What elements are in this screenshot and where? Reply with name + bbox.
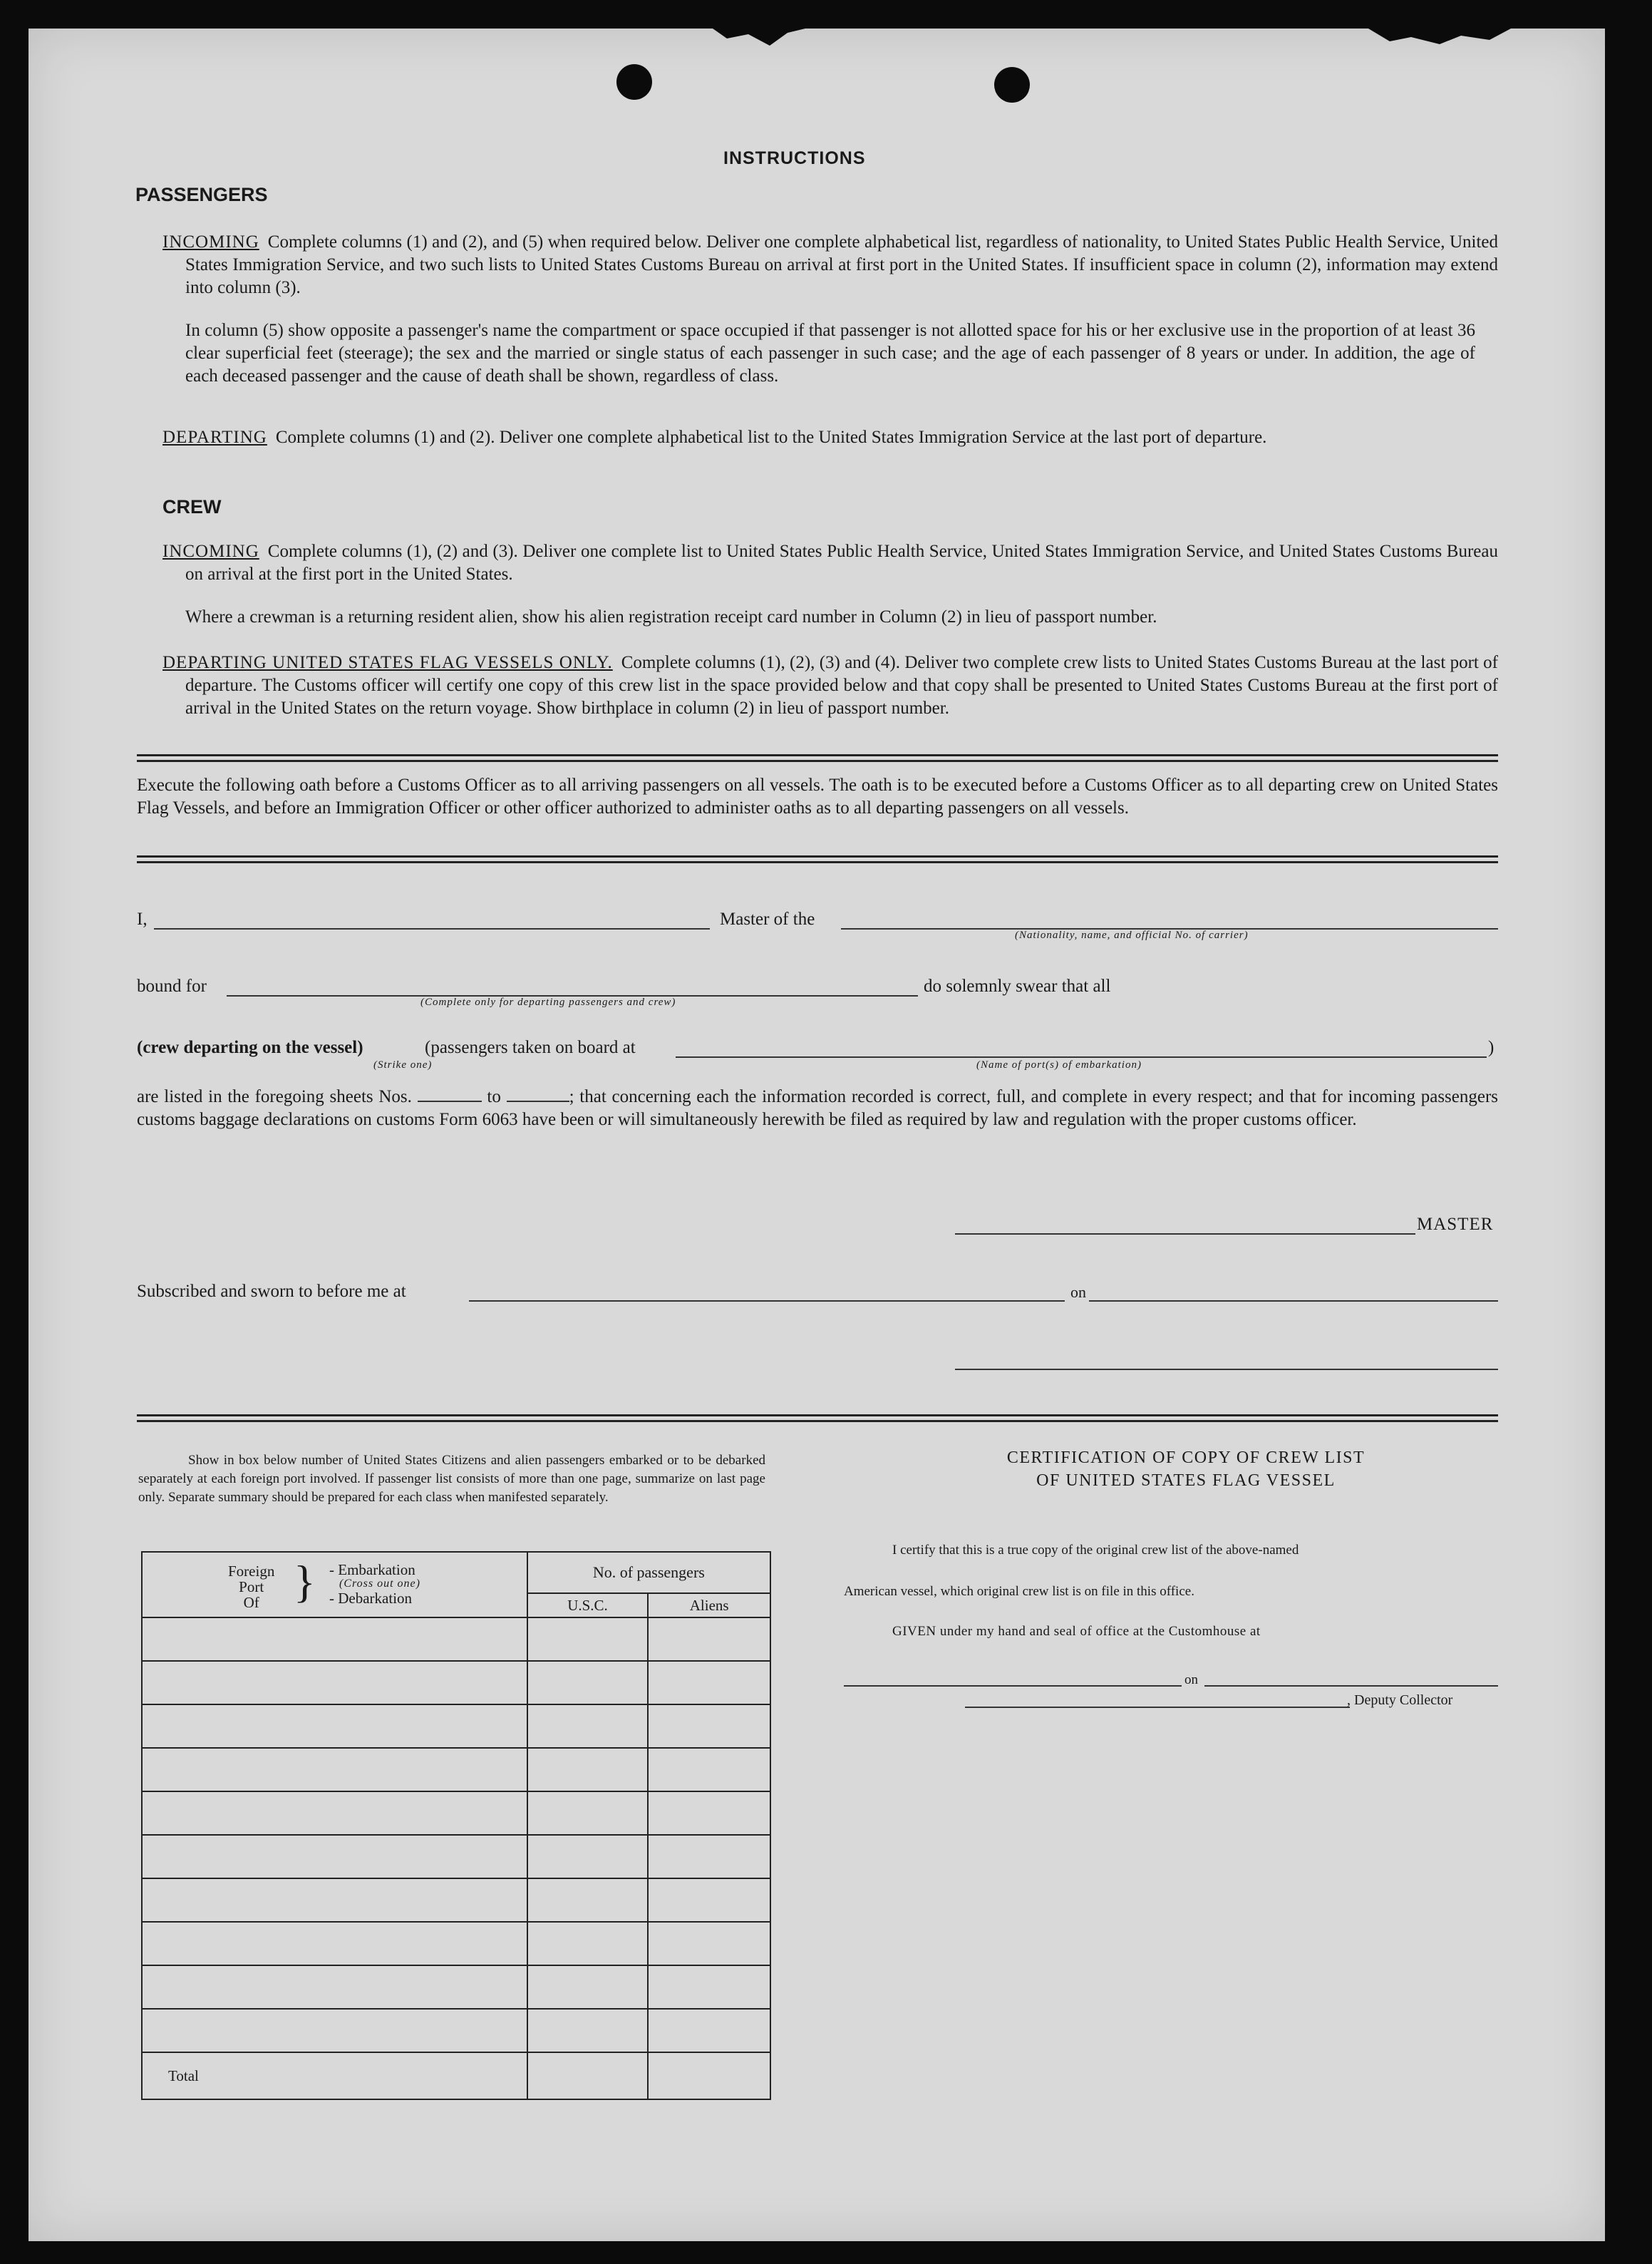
table-row [142, 1878, 770, 1922]
usc-cell[interactable] [527, 1922, 649, 1965]
usc-cell[interactable] [527, 1835, 649, 1878]
page-title: INSTRUCTIONS [723, 148, 866, 168]
foreign-label: Foreign [228, 1563, 275, 1580]
officer-signature-line[interactable] [955, 1369, 1498, 1370]
table-row [142, 2009, 770, 2052]
passengers-taken-option[interactable]: (passengers taken on board at [425, 1038, 636, 1057]
aliens-cell[interactable] [648, 1965, 770, 2009]
crew-heading: CREW [162, 496, 222, 518]
table-row [142, 1791, 770, 1835]
strike-one-caption: (Strike one) [373, 1059, 433, 1071]
carrier-caption: (Nationality, name, and official No. of carrier) [1015, 930, 1249, 941]
total-label: Total [142, 2052, 527, 2099]
divider-top-1 [137, 754, 1498, 756]
passengers-incoming-text: Complete columns (1) and (2), and (5) when required below. Deliver one complete alphabetical list, regardless of nationality, to United States Public Health Service, United States Immigration Service, and two such lists to United States Customs Bureau on arrival at first port in the United States. If insufficient space in column (2), information may extend into column (3). [185, 232, 1498, 297]
aliens-header: Aliens [648, 1593, 770, 1617]
master-of-the-label: Master of the [720, 910, 815, 929]
port-cell[interactable] [142, 1661, 527, 1704]
subscribed-place-line[interactable] [469, 1300, 1065, 1302]
deputy-collector-line[interactable] [965, 1707, 1350, 1708]
certification-text-2: American vessel, which original crew list is on file in this office. [844, 1584, 1194, 1599]
port-header-cell [142, 1552, 527, 1617]
column5-paragraph: In column (5) show opposite a passenger's name the compartment or space occupied if that passenger is not allotted space for his or her exclusive use in the proportion of at least 36 clear superficial feet (steerage); the sex and the married or single status of each passenger in such case; and the age of each passenger of 8 years or under. In addition, the age of each deceased passenger and the cause of death shall be shown, regardless of class. [185, 321, 1475, 386]
port-cell[interactable] [142, 1922, 527, 1965]
table-row [142, 1617, 770, 1661]
certification-title-1: CERTIFICATION OF COPY OF CREW LIST [1006, 1449, 1366, 1467]
sheet-from-field[interactable] [418, 1082, 482, 1102]
aliens-cell[interactable] [648, 1704, 770, 1748]
close-paren: ) [1488, 1038, 1494, 1057]
total-aliens-cell[interactable] [648, 2052, 770, 2099]
passengers-incoming-label: INCOMING [162, 232, 259, 252]
crew-departing-text: Complete columns (1), (2), (3) and (4). Deliver two complete crew lists to United States Customs Bureau at the last port of departure. The Customs officer will certify one copy of this crew list in the space provided below and that copy shall be presented to United States Customs Bureau at the first port of arrival in the United States on the return voyage. Show birthplace in column (2) in lieu of passport number. [185, 653, 1498, 718]
port-cell[interactable] [142, 2009, 527, 2052]
resident-alien-paragraph: Where a crewman is a returning resident alien, show his alien registration receipt card number in Column (2) in lieu of passport number. [185, 607, 1157, 627]
master-signature-label: MASTER [1417, 1215, 1494, 1234]
master-signature-line[interactable] [955, 1233, 1415, 1235]
passengers-incoming-paragraph [162, 231, 1498, 299]
brace-icon: } [294, 1556, 316, 1607]
embarkation-option[interactable]: - Embarkation [329, 1561, 415, 1578]
sheet-to-field[interactable] [507, 1082, 569, 1102]
certification-on-label: on [1184, 1672, 1198, 1687]
passengers-heading: PASSENGERS [135, 184, 268, 205]
usc-cell[interactable] [527, 1661, 649, 1704]
oath-intro: Execute the following oath before a Customs Officer as to all arriving passengers on all vessels. The oath is to be executed before a Customs Officer as to all departing crew on United States Flag Vessels, and before an Immigration Officer or other officer authorized to administer oaths as to all departing passengers on all vessels. [137, 776, 1498, 818]
usc-cell[interactable] [527, 1791, 649, 1835]
port-cell[interactable] [142, 1617, 527, 1661]
port-cell[interactable] [142, 1748, 527, 1791]
passengers-departing-text: Complete columns (1) and (2). Deliver one complete alphabetical list to the United States Immigration Service at the last port of departure. [275, 428, 1267, 447]
certification-date-line[interactable] [1204, 1685, 1498, 1687]
punch-hole-left [616, 64, 652, 100]
aliens-cell[interactable] [648, 1791, 770, 1835]
divider-top-2 [137, 760, 1498, 762]
subscribed-label: Subscribed and sworn to before me at [137, 1282, 406, 1301]
port-cell[interactable] [142, 1791, 527, 1835]
passengers-departing-paragraph [162, 426, 1498, 449]
port-cell[interactable] [142, 1704, 527, 1748]
to-label: to [487, 1087, 501, 1106]
subscribed-date-line[interactable] [1089, 1300, 1498, 1302]
bound-for-label: bound for [137, 977, 207, 996]
table-row [142, 1704, 770, 1748]
usc-cell[interactable] [527, 1748, 649, 1791]
divider-bottom-1 [137, 1414, 1498, 1416]
subscribed-on-label: on [1070, 1283, 1086, 1301]
table-row [142, 1661, 770, 1704]
certification-given: GIVEN under my hand and seal of office at the Customhouse at [892, 1624, 1261, 1639]
table-row [142, 1748, 770, 1791]
oath-i-label: I, [137, 910, 148, 929]
divider-mid-2 [137, 861, 1498, 863]
bound-for-caption: (Complete only for departing passengers and crew) [420, 997, 676, 1008]
usc-header: U.S.C. [527, 1593, 649, 1617]
crew-incoming-text: Complete columns (1), (2) and (3). Deliver one complete list to United States Public Health Service, United States Immigration Service, and United States Customs Bureau on arrival at the first port in the United States. [185, 542, 1498, 584]
listed-sheets-text-a: are listed in the foregoing sheets Nos. [137, 1087, 412, 1106]
solemnly-swear-text: do solemnly swear that all [924, 977, 1111, 996]
usc-cell[interactable] [527, 1965, 649, 2009]
certification-text-1: I certify that this is a true copy of the original crew list of the above-named [892, 1543, 1299, 1558]
total-usc-cell[interactable] [527, 2052, 649, 2099]
master-name-line[interactable] [154, 928, 710, 930]
usc-cell[interactable] [527, 1617, 649, 1661]
crew-departing-option[interactable]: (crew departing on the vessel) [137, 1038, 363, 1057]
port-cell[interactable] [142, 1835, 527, 1878]
customhouse-line[interactable] [844, 1685, 1182, 1687]
of-label: Of [243, 1594, 259, 1611]
total-row [142, 2052, 770, 2099]
divider-bottom-2 [137, 1420, 1498, 1422]
port-cell[interactable] [142, 1878, 527, 1922]
aliens-cell[interactable] [648, 1835, 770, 1878]
divider-mid-1 [137, 855, 1498, 858]
crew-incoming-paragraph [162, 540, 1498, 586]
crew-departing-label: DEPARTING UNITED STATES FLAG VESSELS ONLY. [162, 653, 613, 672]
deputy-collector-label: , Deputy Collector [1347, 1692, 1453, 1708]
aliens-cell[interactable] [648, 1661, 770, 1704]
aliens-cell[interactable] [648, 1922, 770, 1965]
port-cell[interactable] [142, 1965, 527, 2009]
embarkation-port-line[interactable] [676, 1056, 1487, 1058]
table-row [142, 1835, 770, 1878]
passenger-summary-table [141, 1551, 771, 2100]
aliens-cell[interactable] [648, 1617, 770, 1661]
aliens-cell[interactable] [648, 2009, 770, 2052]
usc-cell[interactable] [527, 1704, 649, 1748]
passengers-departing-label: DEPARTING [162, 428, 267, 447]
usc-cell[interactable] [527, 1878, 649, 1922]
torn-edge [670, 29, 1511, 78]
crew-incoming-label: INCOMING [162, 542, 259, 561]
crew-departing-paragraph [162, 652, 1498, 720]
aliens-cell[interactable] [648, 1748, 770, 1791]
table-row [142, 1922, 770, 1965]
certification-title-2: OF UNITED STATES FLAG VESSEL [1036, 1471, 1336, 1490]
listed-sheets-paragraph [137, 1082, 1498, 1131]
cross-out-caption: (Cross out one) [339, 1578, 420, 1590]
debarkation-option[interactable]: - Debarkation [329, 1590, 413, 1607]
port-label: Port [239, 1578, 264, 1595]
document-page [29, 29, 1605, 2241]
summary-note: Show in box below number of United States Citizens and alien passengers embarked or to be debarked separately at each foreign port involved. If passenger list consists of more than one page, summarize on last page only. Separate summary should be prepared for each class when manifested separately. [138, 1453, 765, 1505]
listed-sheets-text-b: ; that concerning each the information recorded is correct, full, and complete in every respect; and that for incoming passengers customs baggage declarations on customs Form 6063 have been or will simultaneously herewith be filed as required by law and regulation with the proper customs officer. [137, 1087, 1499, 1129]
table-row [142, 1965, 770, 2009]
usc-cell[interactable] [527, 2009, 649, 2052]
no-of-passengers-header: No. of passengers [527, 1552, 770, 1593]
aliens-cell[interactable] [648, 1878, 770, 1922]
embarkation-port-caption: (Name of port(s) of embarkation) [976, 1059, 1142, 1071]
